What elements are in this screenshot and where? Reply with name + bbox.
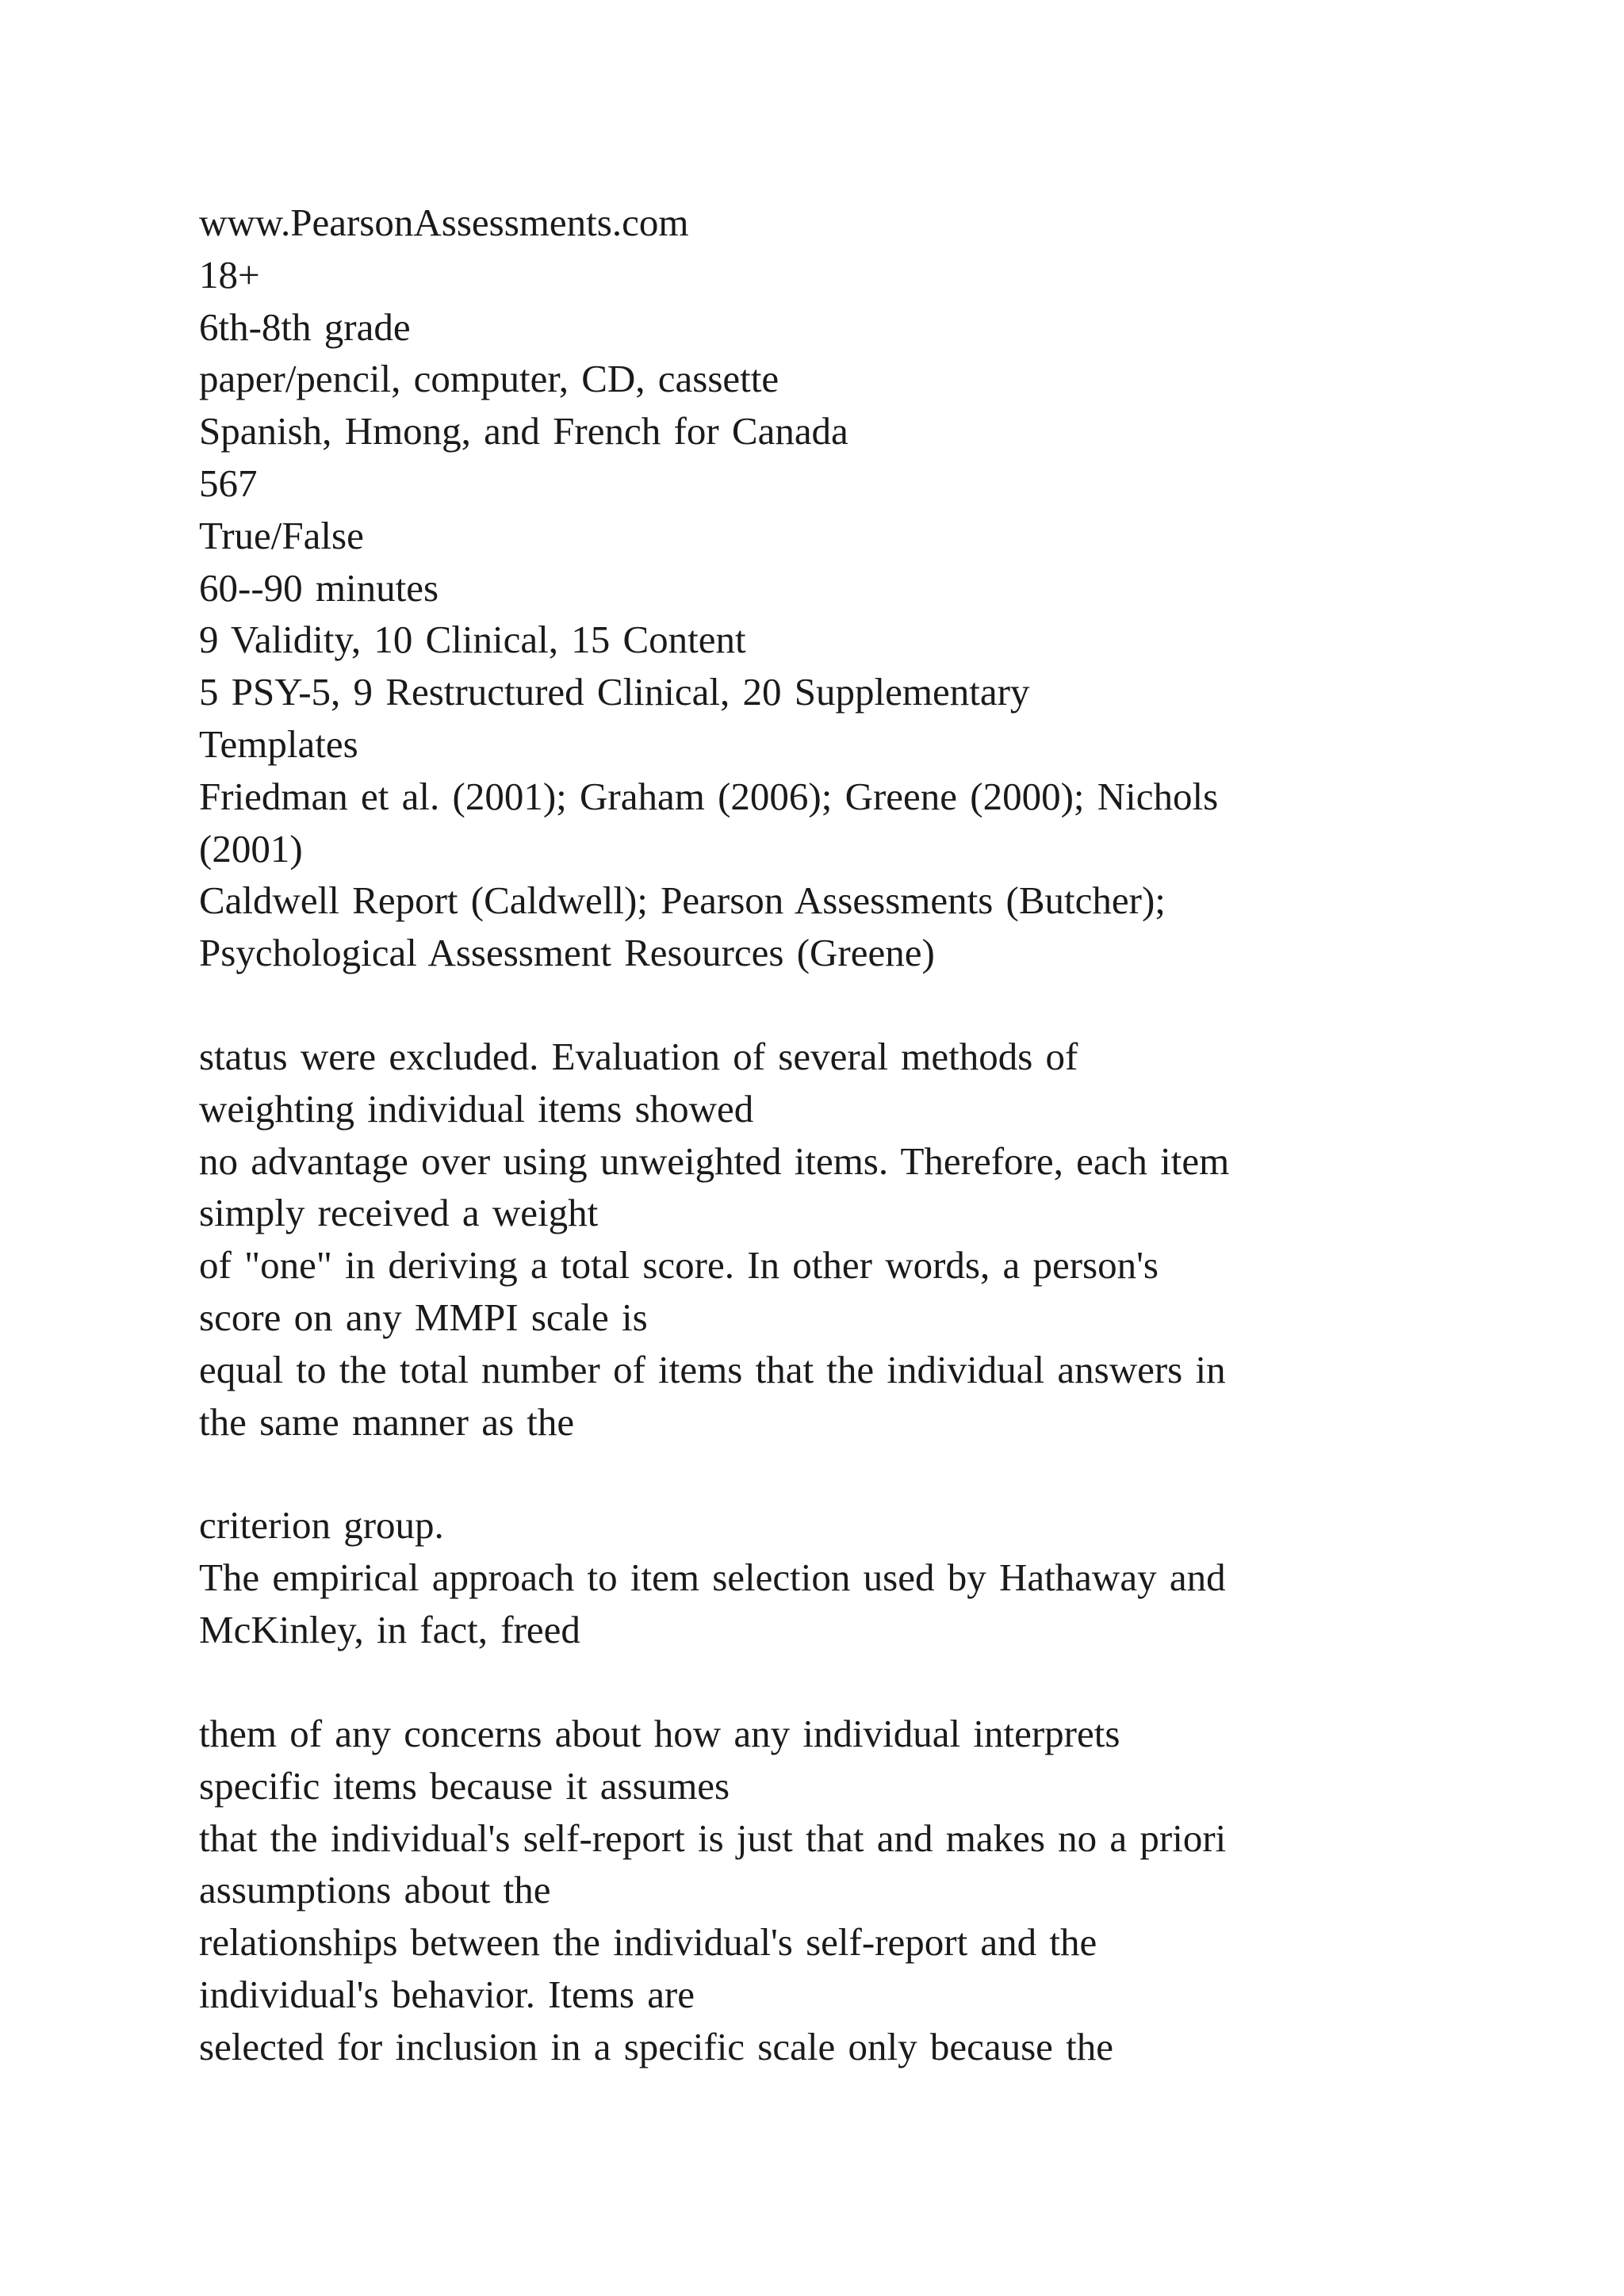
- paragraph-item-weighting: [199, 1031, 1547, 1448]
- text-line: that the individual's self-report is just that and makes no a priori: [199, 1816, 1227, 1860]
- text-line: 6th-8th grade: [199, 304, 411, 349]
- text-line: no advantage over using unweighted items. Therefore, each item: [199, 1138, 1230, 1183]
- text-line: www.PearsonAssessments.com: [199, 201, 689, 244]
- text-line: paper/pencil, computer, CD, cassette: [199, 357, 779, 401]
- text-line: simply received a weight: [199, 1191, 599, 1235]
- text-line: McKinley, in fact, freed: [199, 1607, 580, 1651]
- text-line: relationships between the individual's self-report and the: [199, 1920, 1097, 1965]
- paragraph-self-report: [199, 1708, 1547, 2073]
- text-line: Friedman et al. (2001); Graham (2006); Greene (2000); Nichols: [199, 774, 1219, 818]
- text-line: 9 Validity, 10 Clinical, 15 Content: [199, 618, 746, 662]
- text-line: Psychological Assessment Resources (Greene): [199, 931, 935, 975]
- paragraph-criterion-group: [199, 1499, 1547, 1655]
- text-line: specific items because it assumes: [199, 1763, 730, 1808]
- text-line: (2001): [199, 826, 303, 871]
- text-line: criterion group.: [199, 1503, 444, 1547]
- text-line: selected for inclusion in a specific scale only because the: [199, 2024, 1114, 2068]
- text-line: individual's behavior. Items are: [199, 1972, 695, 2016]
- text-line: equal to the total number of items that the individual answers in: [199, 1347, 1226, 1391]
- text-line: Templates: [199, 721, 358, 766]
- text-line: Caldwell Report (Caldwell); Pearson Assessments (Butcher);: [199, 878, 1166, 923]
- text-line: 18+: [199, 252, 260, 297]
- text-line: 5 PSY-5, 9 Restructured Clinical, 20 Supplementary: [199, 670, 1030, 714]
- text-line: Spanish, Hmong, and French for Canada: [199, 409, 848, 453]
- text-line: assumptions about the: [199, 1868, 551, 1912]
- text-line: of "one" in deriving a total score. In other words, a person's: [199, 1243, 1159, 1288]
- text-line: score on any MMPI scale is: [199, 1295, 648, 1339]
- text-line: 60--90 minutes: [199, 565, 439, 610]
- text-line: weighting individual items showed: [199, 1086, 754, 1131]
- text-line: The empirical approach to item selection used by Hathaway and: [199, 1555, 1226, 1599]
- text-line: True/False: [199, 513, 364, 557]
- text-line: 567: [199, 461, 258, 505]
- test-info-block: [199, 197, 1547, 979]
- text-line: status were excluded. Evaluation of several methods of: [199, 1035, 1078, 1078]
- text-line: them of any concerns about how any individual interprets: [199, 1712, 1120, 1755]
- text-line: the same manner as the: [199, 1399, 575, 1444]
